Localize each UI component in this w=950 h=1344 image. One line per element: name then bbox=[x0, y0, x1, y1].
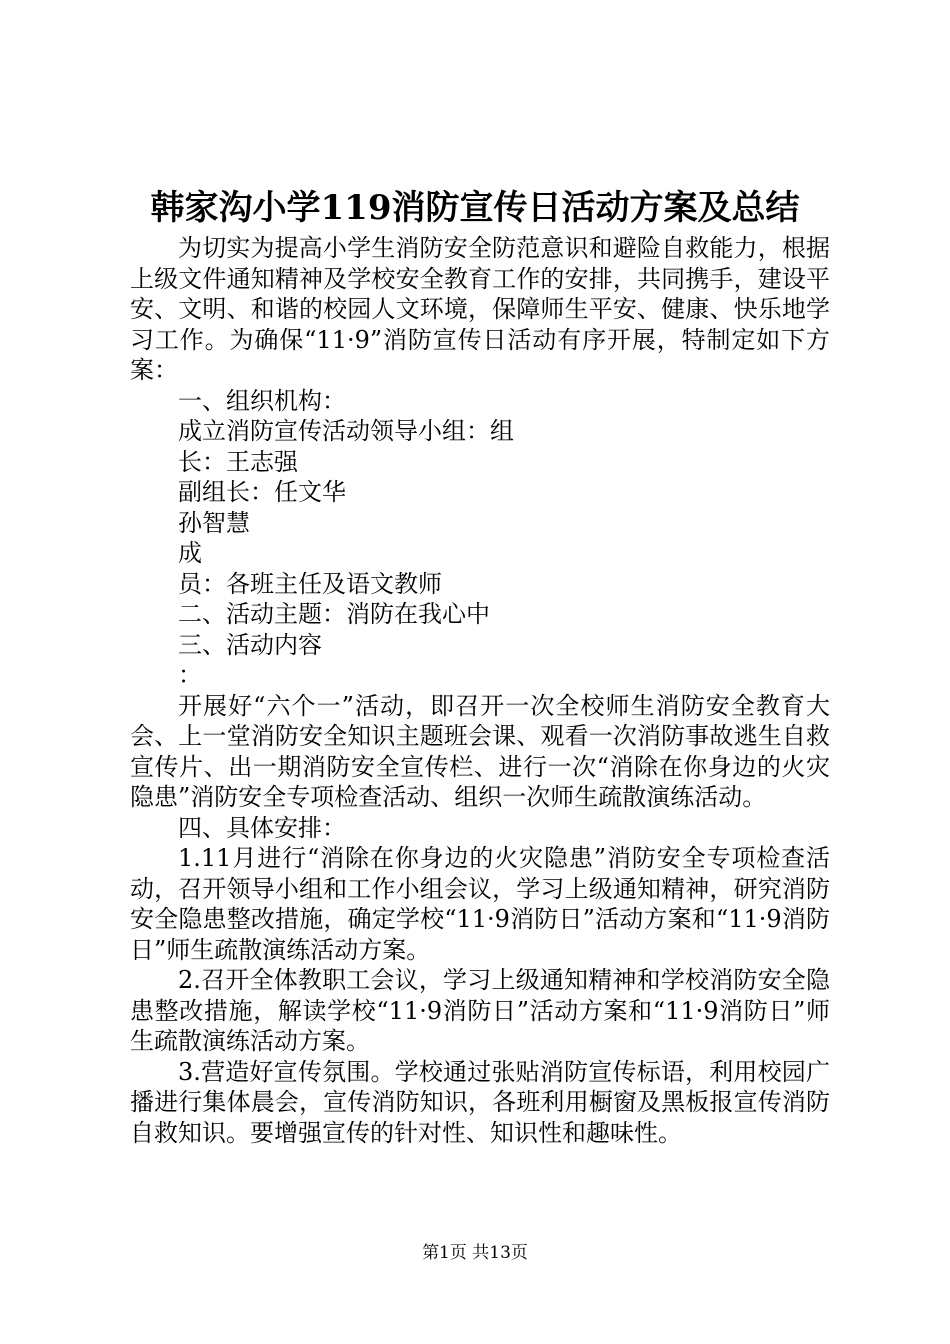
arrangement-item: 3.营造好宣传氛围。学校通过张贴消防宣传标语，利用校园广播进行集体晨会，宣传消防知识，各班利用橱窗及黑板报宣传消防自救知识。要增强宣传的针对性、知识性和趣味性。 bbox=[130, 1057, 830, 1147]
content-paragraph: 开展好“六个一”活动，即召开一次全校师生消防安全教育大会、上一堂消防安全知识主题班会课、观看一次消防事故逃生自救宣传片、出一期消防安全宣传栏、进行一次“消除在你身边的火灾隐患”消防安全专项检查活动、组织一次师生疏散演练活动。 bbox=[130, 691, 830, 811]
organization-line: 成立消防宣传活动领导小组：组 bbox=[178, 417, 514, 445]
document-title: 韩家沟小学119消防宣传日活动方案及总结 bbox=[150, 188, 800, 228]
section-heading-content: 三、活动内容 bbox=[178, 630, 322, 659]
section-heading-theme: 二、活动主题：消防在我心中 bbox=[178, 600, 490, 628]
organization-line: 副组长：任文华 bbox=[178, 478, 346, 506]
arrangement-item: 2.召开全体教职工会议，学习上级通知精神和学校消防安全隐患整改措施，解读学校“11·9消防日”活动方案和“11·9消防日”师生疏散演练活动方案。 bbox=[130, 966, 830, 1055]
organization-line: 员：各班主任及语文教师 bbox=[178, 569, 442, 598]
organization-line: 成 bbox=[178, 539, 202, 567]
document-body bbox=[130, 233, 830, 1148]
section-heading-arrangement: 四、具体安排： bbox=[178, 813, 346, 842]
section-heading-organization: 一、组织机构： bbox=[178, 386, 346, 415]
arrangement-item: 1.11月进行“消除在你身边的火灾隐患”消防安全专项检查活动，召开领导小组和工作小组会议，学习上级通知精神，研究消防安全隐患整改措施，确定学校“11·9消防日”活动方案和“11·9消防日”师生疏散演练活动方案。 bbox=[130, 844, 830, 964]
organization-line: 长：王志强 bbox=[178, 447, 298, 476]
section-heading-content-colon: ： bbox=[178, 661, 202, 689]
organization-line: 孙智慧 bbox=[178, 508, 250, 537]
intro-paragraph: 为切实为提高小学生消防安全防范意识和避险自救能力，根据上级文件通知精神及学校安全教育工作的安排，共同携手，建设平安、文明、和谐的校园人文环境，保障师生平安、健康、快乐地学习工作。为确保“11·9”消防宣传日活动有序开展，特制定如下方案： bbox=[130, 234, 830, 384]
page-number-footer: 第1页 共13页 bbox=[422, 1243, 528, 1263]
